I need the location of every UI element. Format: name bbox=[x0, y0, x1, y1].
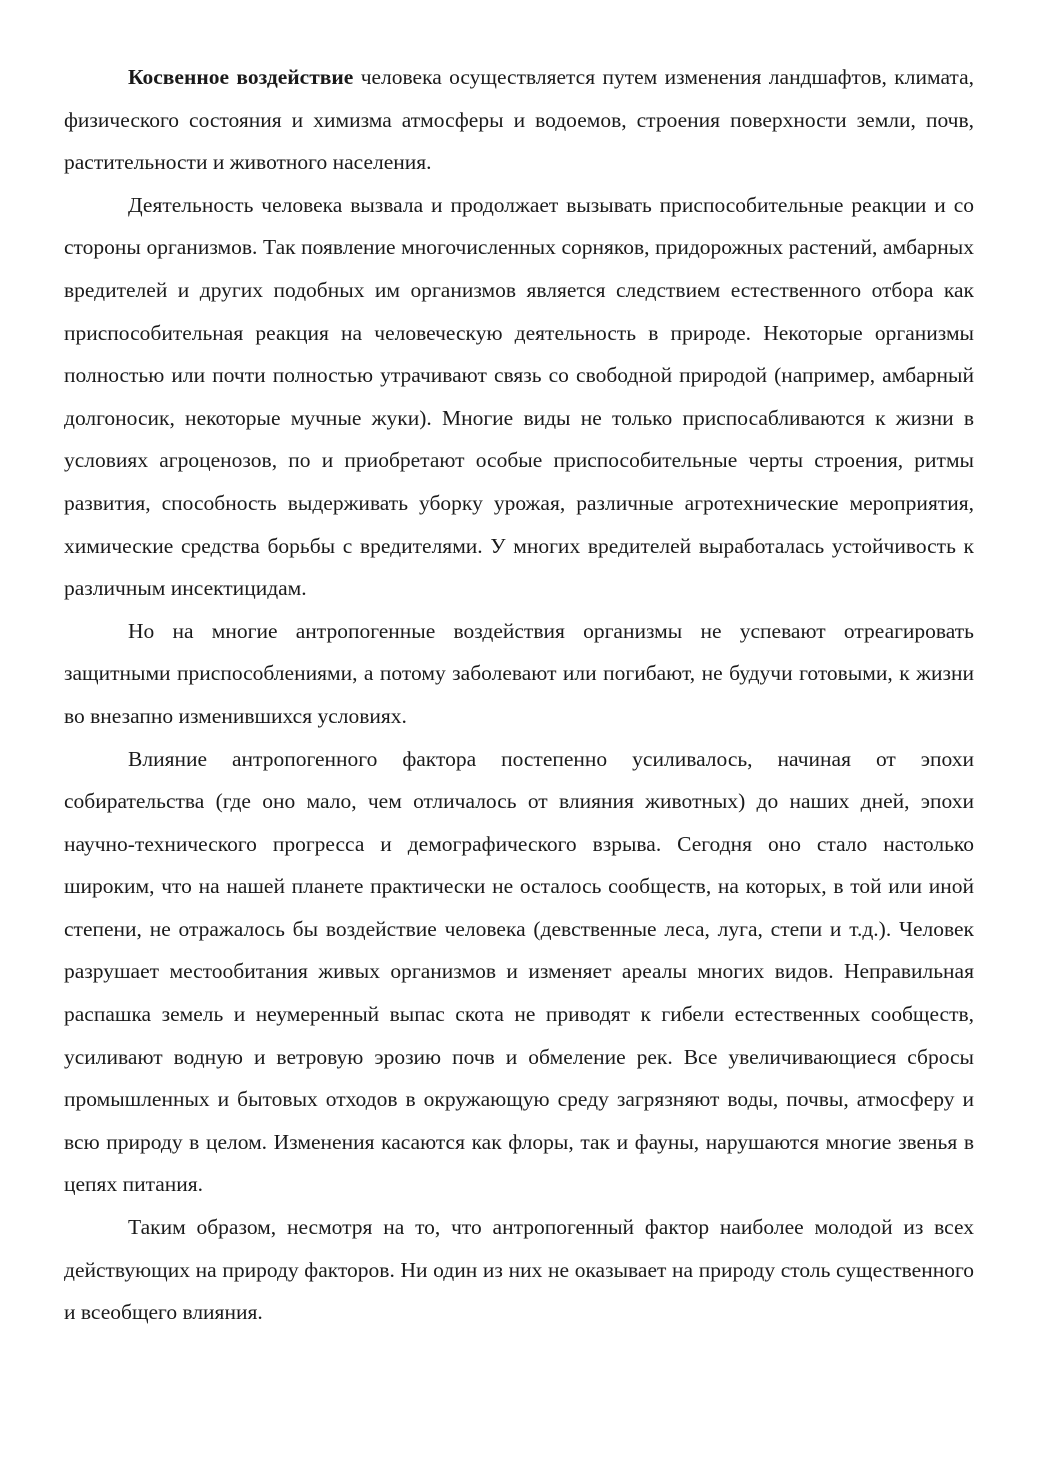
paragraph-adaptive-reactions: Деятельность человека вызвала и продолжает вызывать приспособительные реакции и со стороны организмов. Так появление многочисленных сорняков, придорожных растений, амбарных вредителей и других подобных им организмов является следствием естественного отбора как приспособительная реакция на человеческую деятельность в природе. Некоторые организмы полностью или почти полностью утрачивают связь со свободной природой (например, амбарный долгоносик, некоторые мучные жуки). Многие виды не только приспосабливаются к жизни в условиях агроценозов, по и приобретают особые приспособительные черты строения, ритмы развития, способность выдерживать уборку урожая, различные агротехнические мероприятия, химические средства борьбы с вредителями. У многих вредителей выработалась устойчивость к различным инсектицидам. bbox=[64, 192, 974, 601]
paragraph-conclusion: Таким образом, несмотря на то, что антропогенный фактор наиболее молодой из всех действующих на природу факторов. Ни один из них не оказывает на природу столь существенного и всеобщего влияния. bbox=[64, 1215, 974, 1325]
bold-term: Косвенное воздействие bbox=[128, 65, 354, 89]
paragraph-indirect-impact bbox=[64, 56, 974, 184]
paragraph-text: человека осуществляется путем изменения ландшафтов, климата, физического состояния и химизма атмосферы и водоемов, строения поверхности земли, почв, растительности и животного населения. bbox=[64, 65, 975, 175]
paragraph-anthropogenic-influence: Влияние антропогенного фактора постепенно усиливалось, начиная от эпохи собирательства (где оно мало, чем отличалось от влияния животных) до наших дней, эпохи научно-технического прогресса и демографического взрыва. Сегодня оно стало настолько широким, что на нашей планете практически не осталось сообществ, на которых, в той или иной степени, не отражалось бы воздействие человека (девственные леса, луга, степи и т.д.). Человек разрушает местообитания живых организмов и изменяет ареалы многих видов. Неправильная распашка земель и неумеренный выпас скота не приводят к гибели естественных сообществ, усиливают водную и ветровую эрозию почв и обмеление рек. Все увеличивающиеся сбросы промышленных и бытовых отходов в окружающую среду загрязняют воды, почвы, атмосферу и всю природу в целом. Изменения касаются как флоры, так и фауны, нарушаются многие звенья в цепях питания. bbox=[64, 746, 974, 1197]
paragraph-no-adaptation: Но на многие антропогенные воздействия организмы не успевают отреагировать защитными приспособлениями, а потому заболевают или погибают, не будучи готовыми, к жизни во внезапно изменившихся условиях. bbox=[64, 618, 974, 728]
document-body bbox=[64, 56, 974, 1334]
